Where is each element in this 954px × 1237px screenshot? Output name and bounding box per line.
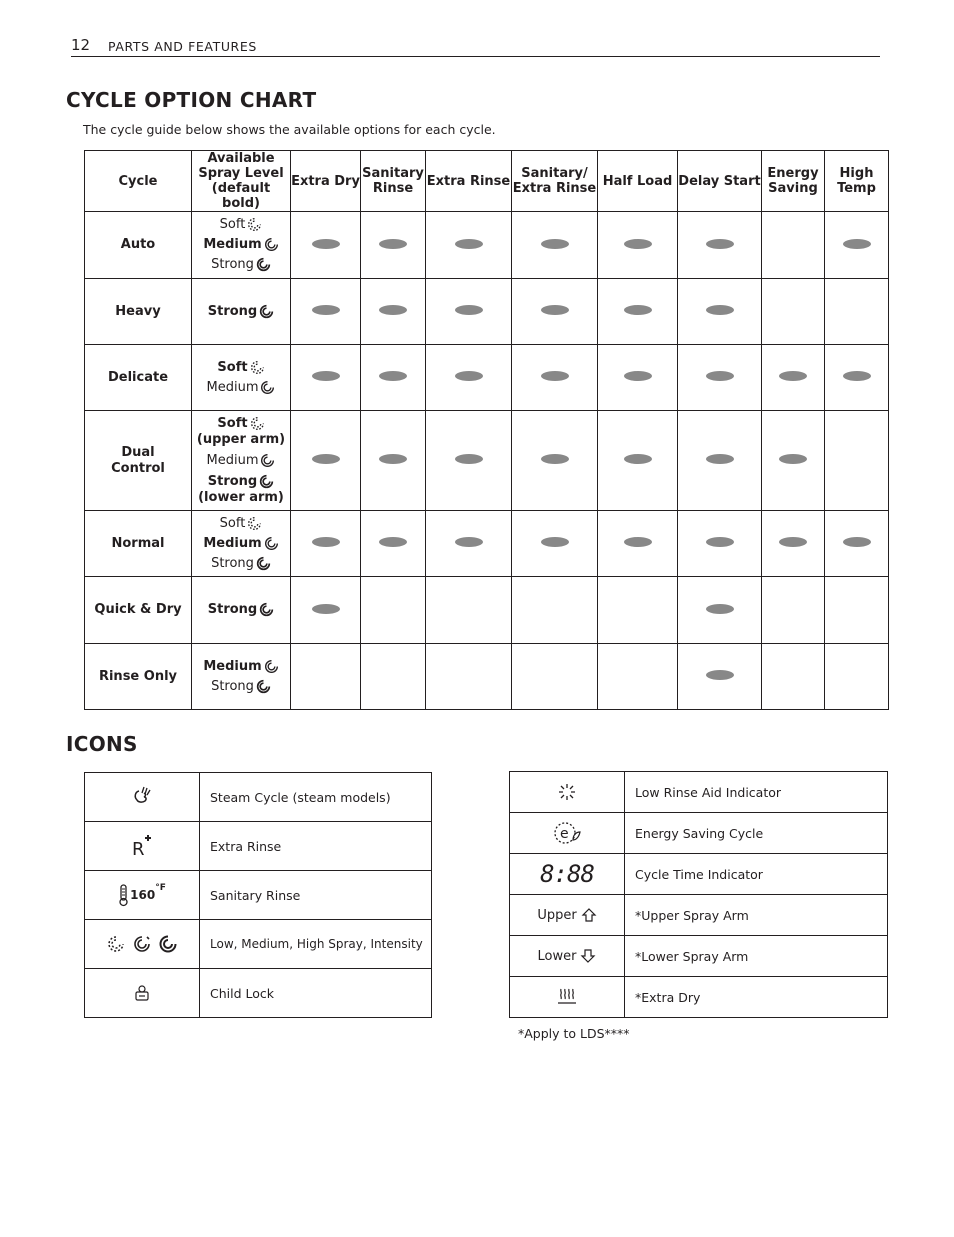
- option-cell: [291, 511, 361, 577]
- option-cell: [426, 345, 512, 411]
- option-cell: [762, 577, 825, 644]
- upper-label: Upper: [537, 907, 577, 923]
- icons-table-left: [84, 772, 432, 1018]
- option-available-dot: [312, 454, 340, 464]
- option-cell: [678, 345, 762, 411]
- option-cell: [678, 212, 762, 279]
- lower-label: Lower: [537, 948, 577, 964]
- soft-spray-icon: [107, 935, 125, 953]
- option-cell: [426, 511, 512, 577]
- option-cell: [291, 411, 361, 511]
- icon-label: Extra Rinse: [200, 822, 432, 871]
- strong-spray-icon: [256, 679, 271, 694]
- option-cell: [825, 212, 889, 279]
- option-cell: [426, 212, 512, 279]
- option-cell: [291, 644, 361, 710]
- column-header: High Temp: [825, 151, 889, 212]
- option-cell: [291, 577, 361, 644]
- column-header: Energy Saving: [762, 151, 825, 212]
- option-cell: [512, 644, 598, 710]
- page-header: [71, 34, 880, 57]
- down-arrow-icon: [580, 948, 596, 964]
- option-available-dot: [541, 305, 569, 315]
- spray-level-label: Soft: [217, 359, 248, 375]
- column-header: Cycle: [85, 151, 192, 212]
- cycle-name: Delicate: [85, 345, 192, 411]
- spray-level-label: (upper arm): [196, 431, 286, 447]
- medium-spray-icon: [264, 237, 279, 252]
- up-arrow-icon: [581, 907, 597, 923]
- extra-dry-icon: [510, 977, 625, 1018]
- option-cell: [598, 212, 678, 279]
- option-available-dot: [706, 670, 734, 680]
- column-header: Available Spray Level (default bold): [192, 151, 291, 212]
- option-cell: [291, 345, 361, 411]
- option-cell: [361, 279, 426, 345]
- option-cell: [512, 212, 598, 279]
- column-header: Sanitary/ Extra Rinse: [512, 151, 598, 212]
- icon-row: [85, 871, 432, 920]
- option-cell: [825, 345, 889, 411]
- icon-label: *Extra Dry: [625, 977, 888, 1018]
- strong-spray-icon: [259, 602, 274, 617]
- cycle-chart-intro: The cycle guide below shows the available options for each cycle.: [83, 122, 496, 137]
- option-available-dot: [379, 305, 407, 315]
- icon-label: *Lower Spray Arm: [625, 936, 888, 977]
- option-cell: [678, 577, 762, 644]
- table-row: [85, 345, 889, 411]
- spray-level-label: Strong: [211, 257, 254, 272]
- option-available-dot: [541, 537, 569, 547]
- energy-saving-icon: [510, 813, 625, 854]
- option-available-dot: [624, 454, 652, 464]
- option-available-dot: [706, 604, 734, 614]
- icon-row: [510, 977, 888, 1018]
- option-available-dot: [624, 239, 652, 249]
- apply-note: *Apply to LDS****: [518, 1026, 630, 1041]
- option-available-dot: [779, 371, 807, 381]
- spray-levels: [192, 345, 291, 411]
- option-cell: [762, 212, 825, 279]
- option-cell: [512, 411, 598, 511]
- table-row: [85, 644, 889, 710]
- icon-row: [85, 920, 432, 969]
- spray-level-label: Soft: [219, 515, 246, 531]
- option-cell: [291, 279, 361, 345]
- option-available-dot: [706, 537, 734, 547]
- table-row: [85, 577, 889, 644]
- option-available-dot: [379, 371, 407, 381]
- option-cell: [512, 577, 598, 644]
- sanitary-temp-text: 160: [130, 888, 156, 902]
- spray-level-label: Strong: [211, 678, 254, 694]
- sanitary-rinse-icon: [85, 871, 200, 920]
- steam-icon: [85, 773, 200, 822]
- option-cell: [678, 511, 762, 577]
- column-header: Delay Start: [678, 151, 762, 212]
- icon-row: [510, 772, 888, 813]
- option-available-dot: [779, 537, 807, 547]
- icon-row: [85, 773, 432, 822]
- option-cell: [361, 644, 426, 710]
- option-cell: [762, 345, 825, 411]
- option-cell: [512, 279, 598, 345]
- option-available-dot: [541, 371, 569, 381]
- option-available-dot: [706, 371, 734, 381]
- table-row: [85, 212, 889, 279]
- option-cell: [598, 577, 678, 644]
- option-cell: [825, 644, 889, 710]
- option-cell: [426, 644, 512, 710]
- cycle-name: Quick & Dry: [85, 577, 192, 644]
- option-available-dot: [706, 239, 734, 249]
- option-available-dot: [312, 537, 340, 547]
- column-header: Extra Dry: [291, 151, 361, 212]
- option-available-dot: [312, 604, 340, 614]
- soft-spray-icon: [247, 217, 262, 232]
- rinse-aid-icon: [510, 772, 625, 813]
- strong-spray-icon: [259, 474, 274, 489]
- option-cell: [598, 411, 678, 511]
- svg-text:R: R: [132, 839, 145, 859]
- option-cell: [762, 511, 825, 577]
- option-cell: [598, 511, 678, 577]
- icon-row: [85, 822, 432, 871]
- icon-label: Sanitary Rinse: [200, 871, 432, 920]
- option-cell: [512, 511, 598, 577]
- cycle-name: Auto: [85, 212, 192, 279]
- strong-spray-icon: [259, 304, 274, 319]
- column-header: Half Load: [598, 151, 678, 212]
- medium-spray-icon: [260, 380, 275, 395]
- lower-arm-indicator: [510, 936, 625, 977]
- option-available-dot: [379, 537, 407, 547]
- option-cell: [762, 644, 825, 710]
- option-cell: [426, 279, 512, 345]
- option-cell: [291, 212, 361, 279]
- option-available-dot: [624, 537, 652, 547]
- column-header: Extra Rinse: [426, 151, 512, 212]
- option-available-dot: [379, 454, 407, 464]
- icon-label: Energy Saving Cycle: [625, 813, 888, 854]
- soft-spray-icon: [250, 416, 265, 431]
- icon-label: Low Rinse Aid Indicator: [625, 772, 888, 813]
- spray-level-label: Strong: [207, 303, 258, 319]
- table-header-row: [85, 151, 889, 212]
- spray-levels: [192, 644, 291, 710]
- option-cell: [825, 577, 889, 644]
- icon-label: Steam Cycle (steam models): [200, 773, 432, 822]
- cycle-name: Dual Control: [85, 411, 192, 511]
- child-lock-icon: [85, 969, 200, 1018]
- option-available-dot: [455, 454, 483, 464]
- spray-level-label: Medium: [206, 379, 259, 395]
- soft-spray-icon: [250, 360, 265, 375]
- cycle-time-icon: [510, 854, 625, 895]
- upper-arm-indicator: [510, 895, 625, 936]
- column-header: Sanitary Rinse: [361, 151, 426, 212]
- cycle-name: Rinse Only: [85, 644, 192, 710]
- option-available-dot: [312, 371, 340, 381]
- icon-row: [85, 969, 432, 1018]
- option-cell: [678, 279, 762, 345]
- strong-spray-icon: [256, 257, 271, 272]
- icons-title: ICONS: [66, 732, 138, 756]
- option-available-dot: [624, 305, 652, 315]
- spray-levels: [192, 411, 291, 511]
- icon-label: Low, Medium, High Spray, Intensity: [200, 920, 432, 969]
- option-cell: [762, 279, 825, 345]
- spray-levels: [192, 279, 291, 345]
- option-available-dot: [455, 239, 483, 249]
- cycle-chart-title: CYCLE OPTION CHART: [66, 88, 317, 112]
- option-available-dot: [312, 239, 340, 249]
- medium-spray-icon: [264, 536, 279, 551]
- icon-row: [510, 854, 888, 895]
- medium-spray-icon: [260, 453, 275, 468]
- option-cell: [598, 345, 678, 411]
- option-cell: [426, 577, 512, 644]
- option-cell: [512, 345, 598, 411]
- degree-f-symbol: °F: [155, 883, 166, 893]
- table-row: [85, 279, 889, 345]
- option-cell: [678, 644, 762, 710]
- cycle-option-table: [84, 150, 889, 710]
- extra-rinse-icon: [85, 822, 200, 871]
- soft-spray-icon: [247, 516, 262, 531]
- spray-level-label: Medium: [203, 535, 262, 551]
- spray-level-label: Strong: [211, 555, 254, 571]
- icon-label: *Upper Spray Arm: [625, 895, 888, 936]
- medium-spray-icon: [264, 659, 279, 674]
- cycle-name: Heavy: [85, 279, 192, 345]
- option-available-dot: [455, 305, 483, 315]
- table-row: [85, 511, 889, 577]
- option-available-dot: [455, 371, 483, 381]
- option-available-dot: [706, 454, 734, 464]
- option-cell: [361, 577, 426, 644]
- option-available-dot: [379, 239, 407, 249]
- spray-level-label: Strong: [207, 602, 258, 617]
- page-number: 12: [71, 36, 91, 54]
- cycle-time-digits: 8:88: [540, 860, 594, 888]
- option-cell: [361, 345, 426, 411]
- option-available-dot: [843, 371, 871, 381]
- option-available-dot: [455, 537, 483, 547]
- spray-levels: [192, 212, 291, 279]
- option-cell: [678, 411, 762, 511]
- option-cell: [361, 212, 426, 279]
- spray-level-label: Soft: [219, 217, 246, 232]
- option-cell: [825, 279, 889, 345]
- spray-level-label: Medium: [203, 237, 262, 252]
- option-available-dot: [779, 454, 807, 464]
- spray-levels: [192, 511, 291, 577]
- cycle-name: Normal: [85, 511, 192, 577]
- option-cell: [598, 279, 678, 345]
- section-name: PARTS AND FEATURES: [108, 39, 257, 54]
- option-cell: [825, 411, 889, 511]
- icon-label: Child Lock: [200, 969, 432, 1018]
- spray-level-label: Medium: [203, 658, 262, 674]
- option-cell: [361, 411, 426, 511]
- option-available-dot: [541, 239, 569, 249]
- option-available-dot: [624, 371, 652, 381]
- option-cell: [762, 411, 825, 511]
- spray-levels: [192, 577, 291, 644]
- spray-level-label: (lower arm): [198, 489, 284, 505]
- icon-row: [510, 936, 888, 977]
- strong-spray-icon: [256, 556, 271, 571]
- spray-level-label: Strong: [207, 473, 258, 489]
- option-cell: [825, 511, 889, 577]
- option-cell: [361, 511, 426, 577]
- option-available-dot: [312, 305, 340, 315]
- icon-row: [510, 813, 888, 854]
- svg-text:e: e: [560, 826, 569, 842]
- option-cell: [426, 411, 512, 511]
- option-available-dot: [843, 537, 871, 547]
- icon-label: Cycle Time Indicator: [625, 854, 888, 895]
- icon-row: [510, 895, 888, 936]
- option-available-dot: [706, 305, 734, 315]
- medium-spray-icon: [133, 935, 151, 953]
- spray-level-label: Medium: [206, 452, 259, 468]
- table-row: [85, 411, 889, 511]
- icons-table-right: [509, 771, 888, 1018]
- spray-level-label: Soft: [217, 415, 248, 431]
- spray-intensity-icons: [85, 920, 200, 969]
- option-cell: [598, 644, 678, 710]
- option-available-dot: [843, 239, 871, 249]
- option-available-dot: [541, 454, 569, 464]
- strong-spray-icon: [159, 935, 177, 953]
